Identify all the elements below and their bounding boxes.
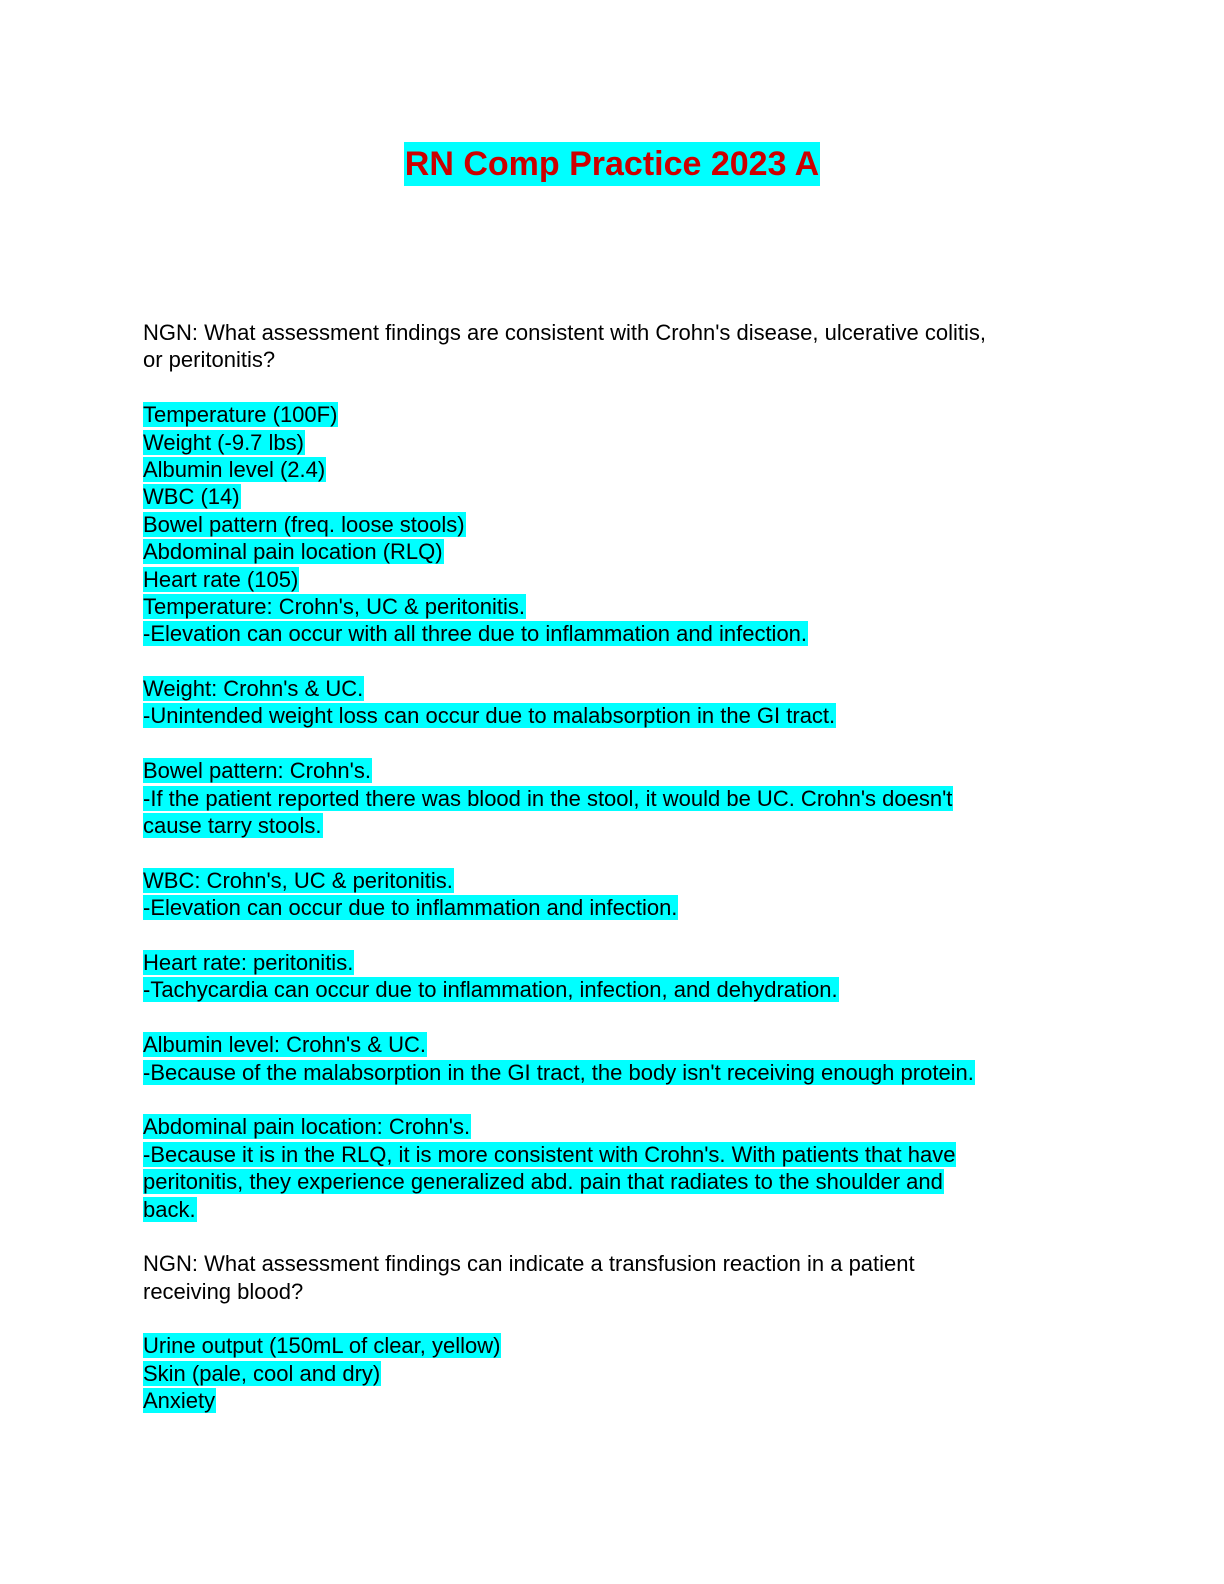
- answer-heading: Weight: Crohn's & UC.: [143, 676, 364, 702]
- answer-rationale: back.: [143, 1196, 196, 1222]
- finding-item: WBC (14): [143, 484, 240, 510]
- finding-item: Albumin level (2.4): [143, 456, 326, 482]
- finding-item: Abdominal pain location (RLQ): [143, 539, 443, 565]
- question-prompt-line: NGN: What assessment findings can indicate a transfusion reaction in a patient: [143, 1251, 915, 1277]
- answer-wbc: [143, 867, 1083, 922]
- finding-item: Urine output (150mL of clear, yellow): [143, 1333, 501, 1359]
- answer-rationale: -Elevation can occur with all three due to inflammation and infection.: [143, 621, 808, 647]
- page-title: RN Comp Practice 2023 A: [404, 142, 820, 186]
- finding-item: Bowel pattern (freq. loose stools): [143, 511, 465, 537]
- answer-rationale: -Because of the malabsorption in the GI tract, the body isn't receiving enough protein.: [143, 1059, 974, 1085]
- answer-abdominal-pain: [143, 1113, 1083, 1223]
- answer-rationale: cause tarry stools.: [143, 813, 322, 839]
- answer-heading: Temperature: Crohn's, UC & peritonitis.: [143, 593, 526, 619]
- answer-heart-rate: [143, 949, 1083, 1004]
- answer-rationale: peritonitis, they experience generalized abd. pain that radiates to the shoulder and: [143, 1169, 943, 1195]
- answer-bowel-pattern: [143, 757, 1083, 839]
- answer-heading: WBC: Crohn's, UC & peritonitis.: [143, 867, 453, 893]
- answer-heading: Abdominal pain location: Crohn's.: [143, 1114, 471, 1140]
- question-2: [143, 1250, 1083, 1414]
- question-prompt-line: or peritonitis?: [143, 347, 276, 373]
- finding-item: Anxiety: [143, 1388, 216, 1414]
- answer-heading: Bowel pattern: Crohn's.: [143, 758, 371, 784]
- finding-item: Weight (-9.7 lbs): [143, 429, 304, 455]
- answer-rationale: -Tachycardia can occur due to inflammation, infection, and dehydration.: [143, 977, 838, 1003]
- question-1: [143, 319, 1083, 1250]
- question-prompt-line: NGN: What assessment findings are consistent with Crohn's disease, ulcerative colitis,: [143, 320, 986, 345]
- finding-item: Temperature (100F): [143, 402, 338, 428]
- answer-rationale: -Because it is in the RLQ, it is more consistent with Crohn's. With patients that have: [143, 1141, 956, 1167]
- answer-albumin: [143, 1031, 1083, 1086]
- finding-item: Heart rate (105): [143, 566, 299, 592]
- answer-rationale: -Unintended weight loss can occur due to malabsorption in the GI tract.: [143, 703, 836, 729]
- title-wrap: [0, 142, 1224, 186]
- answer-heading: Heart rate: peritonitis.: [143, 949, 354, 975]
- answer-temperature: [143, 593, 1083, 648]
- answer-heading: Albumin level: Crohn's & UC.: [143, 1032, 426, 1058]
- answer-rationale: -Elevation can occur due to inflammation and infection.: [143, 895, 678, 921]
- answer-weight: [143, 675, 1083, 730]
- question-prompt-line: receiving blood?: [143, 1278, 304, 1304]
- answer-rationale: -If the patient reported there was blood in the stool, it would be UC. Crohn's doesn't: [143, 785, 953, 811]
- document-body: [143, 319, 1083, 1415]
- finding-item: Skin (pale, cool and dry): [143, 1360, 381, 1386]
